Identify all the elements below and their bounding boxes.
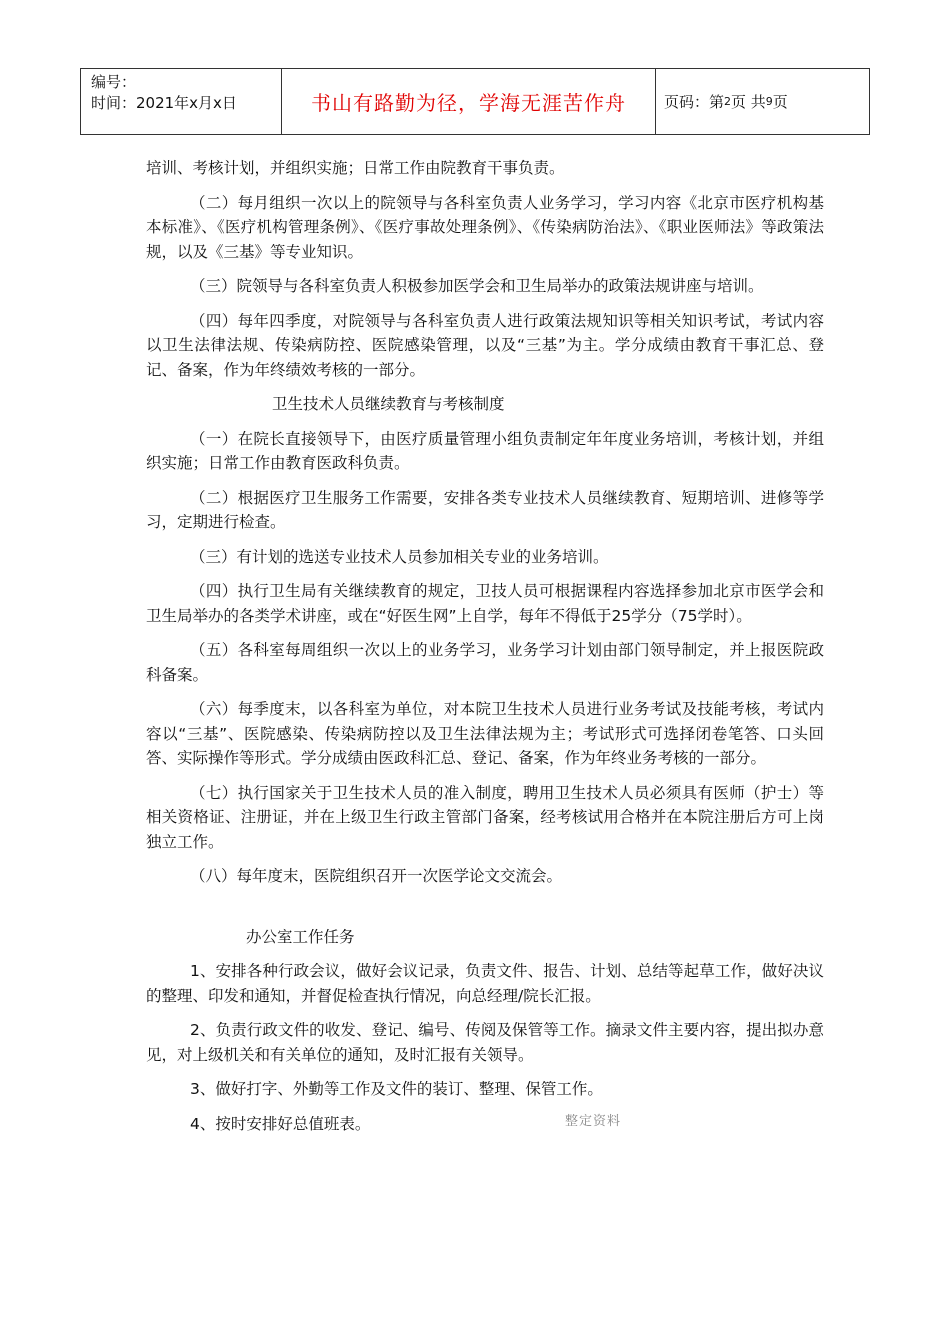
- paragraph: （四）执行卫生局有关继续教育的规定，卫技人员可根据课程内容选择参加北京市医学会和卫生局举办的各类学术讲座，或在“好医生网”上自学，每年不得低于25学分（75学时）。: [146, 582, 824, 625]
- section-title: 办公室工作任务: [246, 927, 355, 946]
- document-number-label: 编号：: [91, 73, 137, 91]
- header-meta: [81, 69, 282, 134]
- document-date-label: 时间：2021年x月x日: [91, 94, 237, 112]
- page-header: [80, 68, 870, 135]
- paragraph: 2、负责行政文件的收发、登记、编号、传阅及保管等工作。摘录文件主要内容，提出拟办意见，对上级机关和有关单位的通知，及时汇报有关领导。: [146, 1021, 824, 1064]
- motto-text: 书山有路勤为径，学海无涯苦作舟: [311, 91, 626, 115]
- page-middle: 页 共: [731, 93, 766, 111]
- paragraph: （三）院领导与各科室负责人积极参加医学会和卫生局举办的政策法规讲座与培训。: [190, 277, 764, 295]
- paragraph: （六）每季度末，以各科室为单位，对本院卫生技术人员进行业务考试及技能考核，考试内容以“三基”、医院感染、传染病防控以及卫生法律法规为主；考试形式可选择闭卷笔答、口头回答、实际操作等形式。学分成绩由医政科汇总、登记、备案，作为年终业务考核的一部分。: [146, 700, 824, 767]
- paragraph: （五）各科室每周组织一次以上的业务学习，业务学习计划由部门领导制定，并上报医院政科备案。: [146, 641, 824, 684]
- overlay-stamp: 整定资料: [565, 1114, 622, 1129]
- paragraph: （七）执行国家关于卫生技术人员的准入制度，聘用卫生技术人员必须具有医师（护士）等相关资格证、注册证，并在上级卫生行政主管部门备案，经考核试用合格并在本院注册后方可上岗独立工作。: [146, 783, 824, 851]
- paragraph: （二）每月组织一次以上的院领导与各科室负责人业务学习，学习内容《北京市医疗机构基本标准》、《医疗机构管理条例》、《医疗事故处理条例》、《传染病防治法》、《职业医师法》等政策法规，以及《三基》等专业知识。: [146, 193, 824, 261]
- page-indicator: [656, 69, 869, 134]
- paragraph: （一）在院长直接领导下，由医疗质量管理小组负责制定年年度业务培训，考核计划，并组织实施；日常工作由教育医政科负责。: [146, 429, 824, 472]
- section-title: 卫生技术人员继续教育与考核制度: [272, 395, 505, 413]
- header-motto: [282, 69, 656, 134]
- paragraph: 1、安排各种行政会议，做好会议记录，负责文件、报告、计划、总结等起草工作，做好决议的整理、印发和通知，并督促检查执行情况，向总经理/院长汇报。: [146, 962, 824, 1005]
- paragraph: （四）每年四季度，对院领导与各科室负责人进行政策法规知识等相关知识考试，考试内容以卫生法律法规、传染病防控、医院感染管理，以及“三基”为主。学分成绩由教育干事汇总、登记、备案，作为年终绩效考核的一部分。: [146, 311, 824, 379]
- page-current: 2: [724, 95, 732, 108]
- paragraph: （三）有计划的选送专业技术人员参加相关专业的业务培训。: [190, 547, 609, 566]
- document-body: [146, 156, 824, 1146]
- paragraph: （二）根据医疗卫生服务工作需要，安排各类专业技术人员继续教育、短期培训、进修等学习，定期进行检查。: [146, 488, 824, 531]
- page-prefix: 页码：第: [664, 93, 725, 111]
- page-suffix: 页: [772, 93, 788, 111]
- paragraph: 培训、考核计划，并组织实施；日常工作由院教育干事负责。: [146, 159, 565, 177]
- paragraph: （八）每年度末，医院组织召开一次医学论文交流会。: [190, 867, 563, 885]
- page-total: 9: [765, 95, 773, 108]
- paragraph: 3、做好打字、外勤等工作及文件的装订、整理、保管工作。: [190, 1080, 603, 1098]
- paragraph: 4、按时安排好总值班表。: [190, 1114, 371, 1133]
